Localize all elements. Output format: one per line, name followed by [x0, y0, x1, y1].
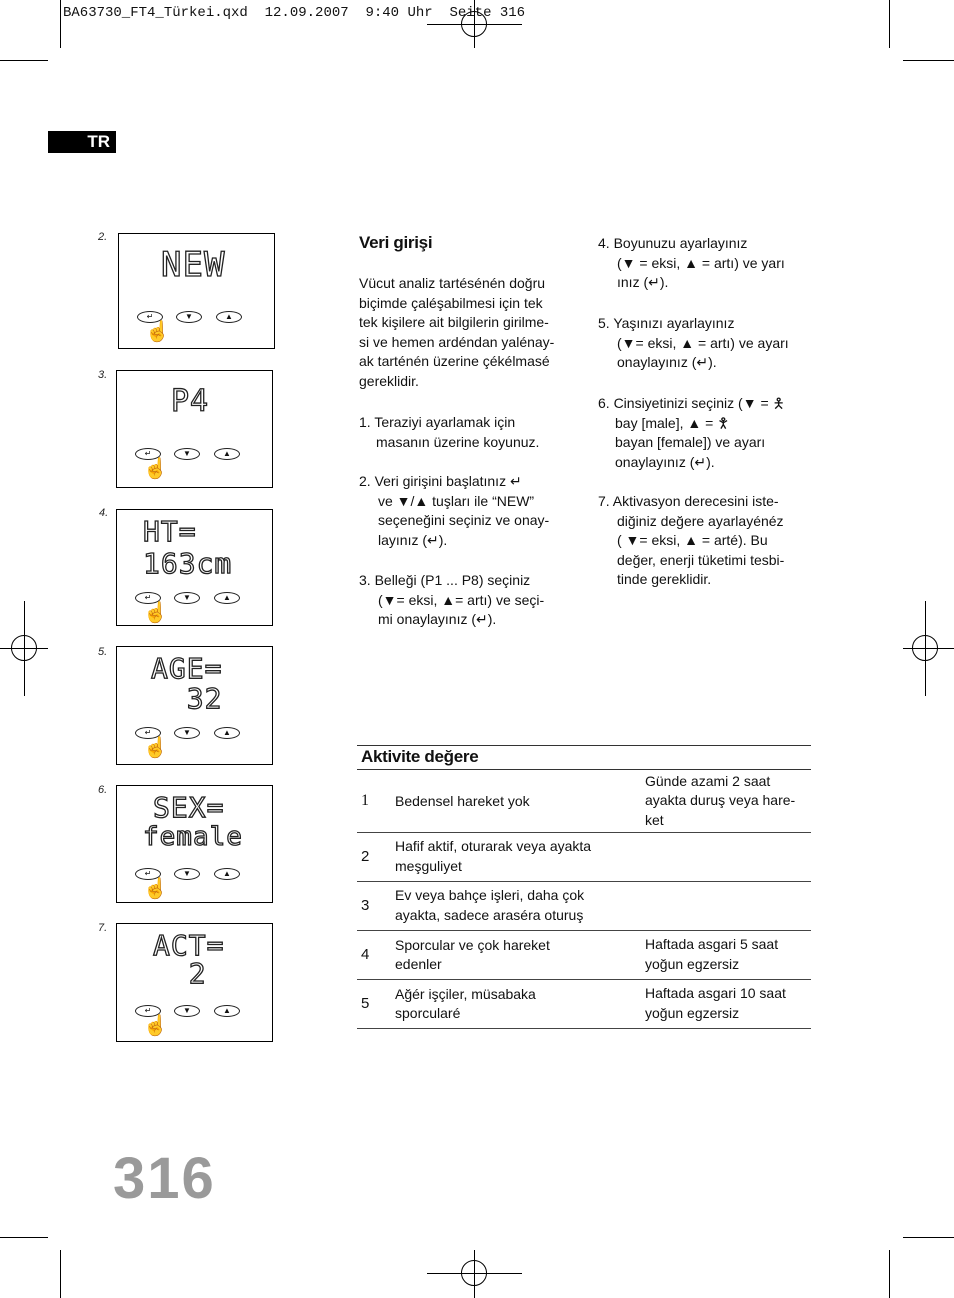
crop-mark — [0, 60, 48, 61]
text-line: Günde azami 2 saat — [645, 772, 771, 789]
text-line: (▼= eksi, ▲ = artı) ve ayarı — [617, 334, 789, 351]
text-line: Vücut analiz tartésénén doğru — [359, 275, 546, 291]
crop-mark — [60, 0, 61, 48]
registration-circle — [912, 635, 938, 661]
crop-mark — [889, 1250, 890, 1298]
print-slug: BA63730_FT4_Türkei.qxd 12.09.2007 9:40 Uhr Seite 316 — [63, 5, 526, 21]
display-line: 32 — [151, 682, 223, 715]
crop-mark — [0, 1237, 48, 1238]
text-line: diğiniz değere ayarlayénéz — [617, 512, 784, 529]
display-panel — [116, 923, 273, 1042]
crop-mark — [903, 60, 954, 61]
down-button-icon: ▼ — [176, 311, 202, 323]
enter-button-icon: ↵ — [135, 1005, 161, 1017]
instruction-item — [598, 492, 813, 590]
step-label: 5. — [98, 646, 108, 658]
text-line: seçeneğini seçiniz ve onay- — [378, 512, 550, 529]
crop-mark — [60, 1250, 61, 1298]
text-line: mi onaylayınız (↵). — [378, 611, 497, 628]
text-line: onaylayınız (↵). — [615, 453, 715, 470]
enter-button-icon: ↵ — [137, 311, 163, 323]
text-line: ınız (↵). — [617, 274, 669, 291]
up-button-icon: ▲ — [214, 868, 240, 880]
display-line: 163cm — [143, 547, 233, 580]
row-note — [645, 930, 811, 979]
text-line: ayakta, sadece araséra oturuş — [395, 906, 584, 923]
display-panel — [118, 233, 275, 349]
up-button-icon: ▲ — [214, 1005, 240, 1017]
text-line: tinde gereklidir. — [617, 571, 712, 588]
display-line: P4 — [171, 384, 210, 419]
activity-table — [357, 770, 811, 1029]
intro-paragraph — [359, 274, 579, 392]
section-title: Veri girişi — [359, 233, 433, 252]
text-line: Sporcular ve çok hareket — [395, 936, 550, 953]
display-line: ACT= — [153, 929, 225, 962]
text-line: ak tarténén üzerine çékélmasé — [359, 353, 550, 370]
row-note — [645, 832, 811, 881]
enter-button-icon: ↵ — [135, 727, 161, 739]
display-line: AGE= — [151, 652, 223, 685]
table-row — [357, 770, 811, 832]
row-description — [395, 979, 645, 1028]
text-line: yoğun egzersiz — [645, 1004, 740, 1021]
activity-title: Aktivite değere — [361, 747, 479, 766]
hand-icon: ☝ — [145, 321, 170, 343]
text-line: Haftada asgari 5 saat — [645, 936, 779, 952]
text-line: 1. Teraziyi ayarlamak için — [359, 414, 516, 430]
crop-mark — [903, 1237, 954, 1238]
display-line: female — [143, 822, 243, 852]
hand-icon: ☝ — [143, 602, 168, 624]
text-line: yoğun egzersiz — [645, 955, 740, 972]
text-line: layınız (↵). — [378, 531, 448, 548]
up-button-icon: ▲ — [214, 448, 240, 460]
up-button-icon: ▲ — [216, 311, 242, 323]
enter-button-icon: ↵ — [135, 448, 161, 460]
instruction-item — [359, 413, 584, 452]
text-line: Haftada asgari 10 saat — [645, 985, 786, 1001]
instruction-item — [359, 472, 584, 550]
hand-icon: ☝ — [143, 458, 168, 480]
text-line: gereklidir. — [359, 372, 419, 389]
up-button-icon: ▲ — [214, 727, 240, 739]
display-panel — [116, 646, 273, 765]
row-description — [395, 832, 645, 881]
table-top-rule — [357, 745, 811, 746]
step-label: 6. — [98, 784, 108, 796]
row-note — [645, 881, 811, 930]
text-line: ve ▼/▲ tuşları ile “NEW” — [378, 492, 535, 509]
text-line: ket — [645, 811, 664, 828]
instruction-item — [598, 234, 813, 293]
table-row — [357, 832, 811, 881]
registration-circle — [461, 1260, 487, 1286]
text-line: onaylayınız (↵). — [617, 354, 717, 371]
row-number: 2 — [357, 832, 395, 881]
enter-button-icon: ↵ — [135, 592, 161, 604]
page-number: 316 — [113, 1146, 216, 1211]
display-line: HT= — [143, 515, 197, 548]
display-panel — [116, 370, 273, 488]
text-line: (▼= eksi, ▲= artı) ve seçi- — [378, 591, 545, 608]
step-label: 3. — [98, 369, 108, 381]
display-panel — [116, 785, 273, 903]
text-line: sporcularé — [395, 1004, 461, 1021]
text-line: ayakta duruş veya hare- — [645, 792, 796, 808]
text-line: ( ▼= eksi, ▲ = arté). Bu — [617, 532, 768, 549]
text-line: 5. Yaşınızı ayarlayınız — [598, 315, 735, 331]
text-line: tek kişilere ait bilgilerin girilme- — [359, 314, 549, 331]
row-description — [395, 930, 645, 979]
text-line: 7. Aktivasyon derecesini iste- — [598, 493, 779, 509]
text-line: meşguliyet — [395, 857, 462, 874]
registration-circle — [11, 635, 37, 661]
down-button-icon: ▼ — [174, 1005, 200, 1017]
table-row — [357, 881, 811, 930]
row-description — [395, 770, 645, 832]
instruction-item — [598, 314, 813, 373]
up-button-icon: ▲ — [214, 592, 240, 604]
text-line: Ev veya bahçe işleri, daha çok — [395, 887, 585, 903]
text-line: edenler — [395, 955, 442, 972]
row-description — [395, 881, 645, 930]
text-line: (▼ = eksi, ▲ = artı) ve yarı — [617, 254, 785, 271]
text-line: 4. Boyunuzu ayarlayınız — [598, 235, 748, 251]
text-line: bay [male], ▲ = 🯆 — [615, 414, 730, 431]
row-note — [645, 770, 811, 832]
text-line: 3. Belleği (P1 ... P8) seçiniz — [359, 572, 531, 588]
table-row — [357, 930, 811, 979]
text-line: 6. Cinsiyetinizi seçiniz (▼ = 🯅 — [598, 395, 785, 411]
instruction-item — [359, 571, 584, 630]
display-line: 2 — [153, 957, 207, 990]
text-line: 2. Veri girişini başlatınız ↵ — [359, 473, 522, 489]
text-line: si ve hemen ardéndan yalénay- — [359, 333, 555, 350]
down-button-icon: ▼ — [174, 448, 200, 460]
step-label: 2. — [98, 231, 108, 243]
row-number: 3 — [357, 881, 395, 930]
instruction-item — [598, 394, 813, 472]
step-label: 4. — [99, 507, 109, 519]
text-line: Hafif aktif, oturarak veya ayakta — [395, 838, 592, 854]
text-line: biçimde çaléşabilmesi için tek — [359, 294, 543, 311]
row-number: 1 — [357, 770, 395, 832]
text-line: Ağér işçiler, müsabaka — [395, 985, 536, 1002]
down-button-icon: ▼ — [174, 727, 200, 739]
table-row — [357, 979, 811, 1028]
enter-button-icon: ↵ — [135, 868, 161, 880]
display-panel — [116, 509, 273, 626]
row-number: 5 — [357, 979, 395, 1028]
text-line: masanın üzerine koyunuz. — [376, 433, 540, 450]
row-note — [645, 979, 811, 1028]
down-button-icon: ▼ — [174, 868, 200, 880]
language-badge: TR — [48, 131, 116, 153]
hand-icon: ☝ — [143, 1015, 168, 1037]
hand-icon: ☝ — [143, 878, 168, 900]
row-number: 4 — [357, 930, 395, 979]
hand-icon: ☝ — [143, 737, 168, 759]
text-line: bayan [female]) ve ayarı — [615, 434, 766, 451]
step-label: 7. — [98, 922, 108, 934]
text-line: Bedensel hareket yok — [395, 792, 530, 809]
down-button-icon: ▼ — [174, 592, 200, 604]
display-line: SEX= — [153, 791, 225, 824]
display-line: NEW — [161, 245, 226, 285]
text-line: değer, enerji tüketimi tesbi- — [617, 551, 785, 568]
crop-mark — [889, 0, 890, 48]
